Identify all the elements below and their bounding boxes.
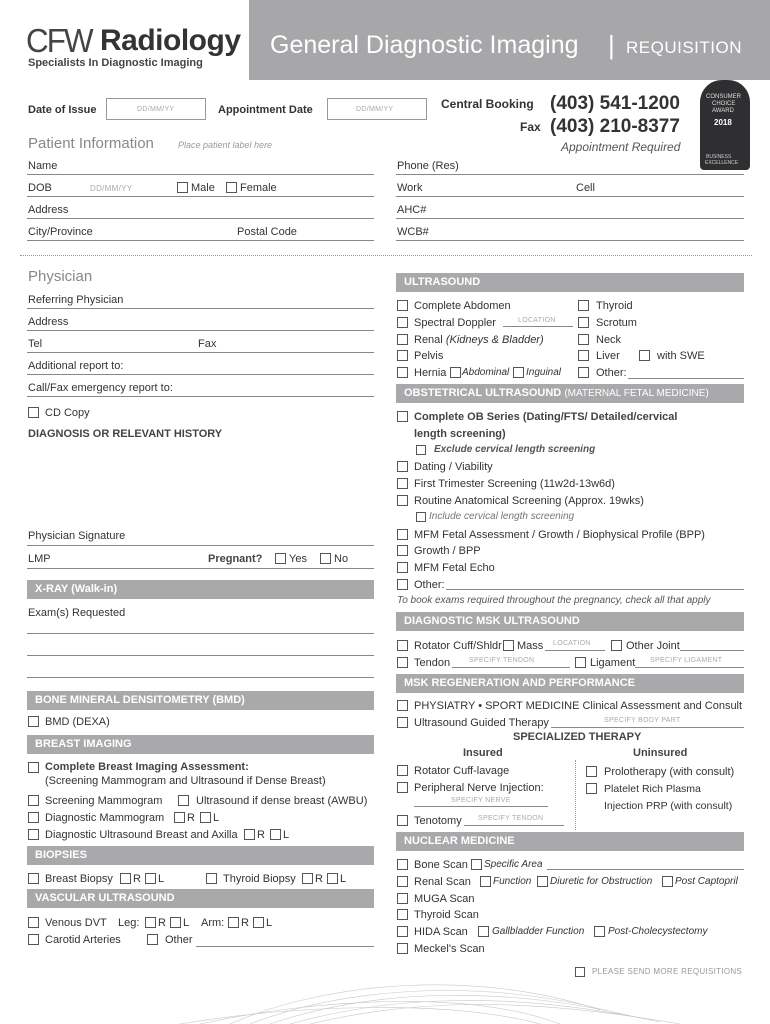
peripheral-label: Peripheral Nerve Injection: — [414, 782, 544, 794]
arm-l-checkbox[interactable] — [253, 917, 264, 928]
leg-r-checkbox[interactable] — [145, 917, 156, 928]
ob-other-label: Other: — [414, 579, 445, 591]
specific-area-label: Specific Area — [484, 859, 543, 870]
r-label: R — [133, 873, 141, 885]
renal-label — [414, 334, 544, 346]
ligament-label: Ligament — [590, 657, 636, 669]
breast-complete-checkbox[interactable] — [28, 762, 39, 773]
vascular-heading: VASCULAR ULTRASOUND — [27, 889, 374, 908]
name-field[interactable] — [27, 174, 374, 175]
thyroid-checkbox[interactable] — [578, 300, 589, 311]
growth-label: Growth / BPP — [414, 545, 481, 557]
ob-complete-checkbox[interactable] — [397, 411, 408, 422]
physician-address-label: Address — [28, 316, 69, 328]
ob-heading-text: OBSTETRICAL ULTRASOUND — [404, 387, 562, 399]
badge-year: 2018 — [714, 118, 732, 127]
pregnant-label: Pregnant? — [208, 553, 263, 565]
first-trimester-checkbox[interactable] — [397, 478, 408, 489]
hernia-checkbox[interactable] — [397, 367, 408, 378]
breast-biopsy-label: Breast Biopsy — [45, 873, 113, 885]
spectral-label: Spectral Doppler — [414, 317, 496, 329]
us-dense-label: Ultrasound if dense breast (AWBU) — [196, 795, 368, 807]
address-field[interactable] — [27, 218, 374, 219]
lmp-field[interactable] — [27, 568, 374, 569]
ultrasound-heading: ULTRASOUND — [396, 273, 744, 292]
central-booking-label: Central Booking — [441, 97, 534, 111]
ob-exclude-checkbox[interactable] — [416, 445, 426, 455]
l-label: L — [158, 873, 165, 885]
leg-label: Leg: — [118, 917, 140, 929]
lavage-checkbox[interactable] — [397, 765, 408, 776]
ob-complete-label-2: length screening) — [414, 428, 506, 440]
screening-mammo-checkbox[interactable] — [28, 795, 39, 806]
l-label: L — [213, 812, 220, 824]
location-hint: LOCATION — [553, 640, 591, 647]
page-subtitle: REQUISITION — [626, 38, 743, 57]
gallbladder-checkbox[interactable] — [478, 926, 489, 937]
therapy-divider — [575, 760, 576, 830]
mass-label: Mass — [517, 640, 544, 652]
diag-us-r-checkbox[interactable] — [244, 829, 255, 840]
guided-field[interactable] — [551, 727, 744, 728]
prp-label: Platelet Rich Plasma — [604, 783, 701, 795]
breast-biopsy-checkbox[interactable] — [28, 873, 39, 884]
complete-abdomen-checkbox[interactable] — [397, 300, 408, 311]
pregnant-no-checkbox[interactable] — [320, 553, 331, 564]
badge-text: EXCELLENCE — [705, 160, 739, 166]
r-label: R — [158, 917, 166, 929]
diag-us-checkbox[interactable] — [28, 829, 39, 840]
function-checkbox[interactable] — [480, 876, 491, 887]
physician-fax-label: Fax — [198, 338, 217, 350]
ligament-field[interactable] — [635, 667, 744, 668]
physiatry-checkbox[interactable] — [397, 700, 408, 711]
growth-checkbox[interactable] — [397, 545, 408, 556]
muga-checkbox[interactable] — [397, 893, 408, 904]
bmd-dexa-label: BMD (DEXA) — [45, 716, 110, 728]
badge-text: BUSINESS — [706, 154, 732, 160]
renal-text: Renal — [414, 334, 443, 346]
bmd-heading: BONE MINERAL DENSITOMETRY (BMD) — [27, 691, 374, 710]
renal-scan-label: Renal Scan — [414, 876, 471, 888]
renal-checkbox[interactable] — [397, 334, 408, 345]
nuclear-heading: NUCLEAR MEDICINE — [396, 832, 744, 851]
r-label: R — [241, 917, 249, 929]
pelvis-label: Pelvis — [414, 350, 444, 362]
echo-checkbox[interactable] — [397, 562, 408, 573]
female-checkbox[interactable] — [226, 182, 237, 193]
complete-abdomen-label: Complete Abdomen — [414, 300, 511, 312]
specify-body-hint: SPECIFY BODY PART — [604, 717, 681, 724]
ob-other-field[interactable] — [446, 589, 744, 590]
spectral-location-field[interactable] — [503, 326, 573, 327]
carotid-label: Carotid Arteries — [45, 934, 121, 946]
female-label: Female — [240, 182, 277, 194]
emergency-field[interactable] — [27, 396, 374, 397]
wcb-label: WCB# — [397, 226, 429, 238]
diuretic-label: Diuretic for Obstruction — [550, 876, 653, 887]
r-label: R — [257, 829, 265, 841]
name-label: Name — [28, 160, 58, 172]
ahc-field[interactable] — [396, 218, 744, 219]
exams-label: Exam(s) Requested — [28, 607, 126, 619]
mfm-checkbox[interactable] — [397, 529, 408, 540]
l-label: L — [183, 917, 190, 929]
tendon-checkbox[interactable] — [397, 657, 408, 668]
fax-phone: (403) 210-8377 — [550, 116, 680, 137]
abdominal-label: Abdominal — [462, 367, 510, 378]
first-trimester-label: First Trimester Screening (11w2d-13w6d) — [414, 478, 615, 490]
specific-area-checkbox[interactable] — [471, 859, 482, 870]
neck-checkbox[interactable] — [578, 334, 589, 345]
include-cervical-label: Include cervical length screening — [429, 511, 575, 522]
patient-heading: Patient Information — [28, 135, 154, 152]
ob-other-checkbox[interactable] — [397, 579, 408, 590]
thyroid-biopsy-label: Thyroid Biopsy — [223, 873, 296, 885]
physician-address-field[interactable] — [27, 330, 374, 331]
ob-complete-label: Complete OB Series (Dating/FTS/ Detailed/cervical — [414, 411, 678, 423]
tenotomy-checkbox[interactable] — [397, 815, 408, 826]
specify-nerve-hint: SPECIFY NERVE — [451, 797, 511, 804]
lmp-label: LMP — [28, 553, 51, 565]
biopsies-heading: BIOPSIES — [27, 846, 374, 865]
diag-mammo-l-checkbox[interactable] — [200, 812, 211, 823]
dob-placeholder: DD/MM/YY — [90, 184, 133, 193]
peripheral-checkbox[interactable] — [397, 782, 408, 793]
bmd-dexa-checkbox[interactable] — [28, 716, 39, 727]
echo-label: MFM Fetal Echo — [414, 562, 495, 574]
decorative-waves — [0, 970, 770, 1024]
appointment-required: Appointment Required — [561, 140, 681, 154]
tel-label: Tel — [28, 338, 43, 350]
vascular-other-checkbox[interactable] — [147, 934, 158, 945]
breast-biopsy-r-checkbox[interactable] — [120, 873, 131, 884]
breast-complete-label: Complete Breast Imaging Assessment: — [45, 761, 249, 773]
rotator-label: Rotator Cuff/Shldr — [414, 640, 502, 652]
date-of-issue-label: Date of Issue — [28, 104, 97, 116]
ligament-checkbox[interactable] — [575, 657, 586, 668]
additional-field[interactable] — [27, 374, 374, 375]
venous-label: Venous DVT — [45, 917, 107, 929]
badge-text: CHOICE — [712, 101, 736, 107]
us-other-label: Other: — [596, 367, 627, 379]
tenotomy-field[interactable] — [464, 825, 564, 826]
ob-heading — [396, 384, 744, 403]
us-other-field[interactable] — [628, 378, 744, 379]
hernia-label: Hernia — [414, 367, 447, 379]
mfm-label: MFM Fetal Assessment / Growth / Biophysical Profile (BPP) — [414, 529, 705, 541]
diag-mammo-r-checkbox[interactable] — [174, 812, 185, 823]
r-label: R — [187, 812, 195, 824]
scrotum-label: Scrotum — [596, 317, 637, 329]
abdominal-checkbox[interactable] — [450, 367, 461, 378]
dating-label: Dating / Viability — [414, 461, 493, 473]
xray-heading: X-RAY (Walk-in) — [27, 580, 374, 599]
patient-label-hint: Place patient label here — [178, 140, 273, 150]
arm-r-checkbox[interactable] — [228, 917, 239, 928]
specify-tendon-hint: SPECIFY TENDON — [478, 815, 544, 822]
pregnant-no-label: No — [334, 553, 349, 565]
screening-mammo-label: Screening Mammogram — [45, 795, 163, 807]
post-captopril-checkbox[interactable] — [662, 876, 673, 887]
diag-mammo-checkbox[interactable] — [28, 812, 39, 823]
signature-label: Physician Signature — [28, 530, 126, 542]
nerve-field[interactable] — [414, 806, 548, 807]
carotid-checkbox[interactable] — [28, 934, 39, 945]
leg-l-checkbox[interactable] — [170, 917, 181, 928]
breast-heading: BREAST IMAGING — [27, 735, 374, 754]
prp-label-2: Injection PRP (with consult) — [604, 800, 733, 812]
meckel-label: Meckel's Scan — [414, 943, 485, 955]
meckel-checkbox[interactable] — [397, 943, 408, 954]
spectral-checkbox[interactable] — [397, 317, 408, 328]
msk-heading: DIAGNOSTIC MSK ULTRASOUND — [396, 612, 744, 631]
wcb-field[interactable] — [396, 240, 744, 241]
tendon-field[interactable] — [452, 667, 570, 668]
pregnant-yes-label: Yes — [289, 553, 307, 565]
date-placeholder: DD/MM/YY — [356, 106, 394, 113]
specialized-heading: SPECIALIZED THERAPY — [513, 731, 642, 743]
ob-note: To book exams required throughout the pregnancy, check all that apply — [397, 595, 711, 606]
postal-label: Postal Code — [237, 226, 297, 238]
signature-field[interactable] — [27, 545, 374, 546]
thyroid-scan-checkbox[interactable] — [397, 909, 408, 920]
mass-location-field[interactable] — [545, 650, 605, 651]
diag-us-label: Diagnostic Ultrasound Breast and Axilla — [45, 829, 238, 841]
dating-checkbox[interactable] — [397, 461, 408, 472]
hida-label: HIDA Scan — [414, 926, 468, 938]
thyroid-label: Thyroid — [596, 300, 633, 312]
post-chole-checkbox[interactable] — [594, 926, 605, 937]
additional-label: Additional report to: — [28, 360, 124, 372]
routine-checkbox[interactable] — [397, 495, 408, 506]
pelvis-checkbox[interactable] — [397, 350, 408, 361]
central-booking-phone: (403) 541-1200 — [550, 93, 680, 114]
uninsured-heading: Uninsured — [633, 747, 688, 759]
thyroid-biopsy-l-checkbox[interactable] — [327, 873, 338, 884]
logo-mark: CFW — [26, 22, 92, 59]
cd-copy-label: CD Copy — [45, 407, 90, 419]
physician-heading: Physician — [28, 268, 93, 285]
us-other-checkbox[interactable] — [578, 367, 589, 378]
tel-field[interactable] — [27, 352, 374, 353]
vascular-other-label: Other — [165, 934, 193, 946]
thyroid-biopsy-checkbox[interactable] — [206, 873, 217, 884]
include-cervical-checkbox[interactable] — [416, 512, 426, 522]
exam-line[interactable] — [27, 677, 374, 678]
address-label: Address — [28, 204, 69, 216]
r-label: R — [315, 873, 323, 885]
specific-area-field[interactable] — [547, 869, 744, 870]
thyroid-scan-label: Thyroid Scan — [414, 909, 479, 921]
badge-text: AWARD — [712, 108, 734, 114]
diag-mammo-label: Diagnostic Mammogram — [45, 812, 165, 824]
other-joint-field[interactable] — [680, 650, 744, 651]
venous-checkbox[interactable] — [28, 917, 39, 928]
bone-scan-checkbox[interactable] — [397, 859, 408, 870]
thyroid-biopsy-r-checkbox[interactable] — [302, 873, 313, 884]
diag-us-l-checkbox[interactable] — [270, 829, 281, 840]
bone-scan-label: Bone Scan — [414, 859, 468, 871]
logo-name: Radiology — [100, 24, 241, 57]
breast-biopsy-l-checkbox[interactable] — [145, 873, 156, 884]
post-captopril-label: Post Captopril — [675, 876, 738, 887]
mass-checkbox[interactable] — [503, 640, 514, 651]
l-label: L — [283, 829, 290, 841]
function-label: Function — [493, 876, 532, 887]
swe-checkbox[interactable] — [639, 350, 650, 361]
referring-label: Referring Physician — [28, 294, 124, 306]
prolotherapy-label: Prolotherapy (with consult) — [604, 766, 735, 778]
logo-tagline: Specialists In Diagnostic Imaging — [28, 57, 203, 69]
emergency-label: Call/Fax emergency report to: — [28, 382, 173, 394]
location-hint: LOCATION — [518, 317, 556, 324]
ob-heading-note: (MATERNAL FETAL MEDICINE) — [564, 388, 709, 399]
exam-line[interactable] — [27, 633, 374, 634]
phone-res-field[interactable] — [396, 174, 744, 175]
other-joint-checkbox[interactable] — [611, 640, 622, 651]
l-label: L — [340, 873, 347, 885]
date-placeholder: DD/MM/YY — [137, 106, 175, 113]
dob-field[interactable] — [27, 196, 374, 197]
referring-field[interactable] — [27, 308, 374, 309]
section-divider — [20, 255, 752, 256]
neck-label: Neck — [596, 334, 622, 346]
renal-note: (Kidneys & Bladder) — [445, 334, 544, 346]
gallbladder-label: Gallbladder Function — [492, 926, 585, 937]
guided-label: Ultrasound Guided Therapy — [414, 717, 549, 729]
insured-heading: Insured — [463, 747, 503, 759]
diuretic-checkbox[interactable] — [537, 876, 548, 887]
physiatry-label: PHYSIATRY • SPORT MEDICINE Clinical Assessment and Consult — [414, 700, 743, 712]
hida-checkbox[interactable] — [397, 926, 408, 937]
award-badge — [700, 80, 750, 170]
muga-label: MUGA Scan — [414, 893, 475, 905]
pregnant-yes-checkbox[interactable] — [275, 553, 286, 564]
cd-copy-checkbox[interactable] — [28, 407, 39, 418]
prolotherapy-checkbox[interactable] — [586, 766, 597, 777]
prp-checkbox[interactable] — [586, 783, 597, 794]
liver-checkbox[interactable] — [578, 350, 589, 361]
work-label: Work — [397, 182, 423, 194]
badge-text: CONSUMER — [706, 94, 742, 100]
work-field[interactable] — [396, 196, 744, 197]
fax-label: Fax — [520, 120, 541, 134]
cell-label: Cell — [576, 182, 595, 194]
city-field[interactable] — [27, 240, 374, 241]
ob-exclude-label: Exclude cervical length screening — [434, 444, 596, 455]
exam-line[interactable] — [27, 655, 374, 656]
swe-label: with SWE — [657, 350, 705, 362]
specify-ligament-hint: SPECIFY LIGAMENT — [650, 657, 723, 664]
title-divider: | — [608, 30, 615, 60]
l-label: L — [266, 917, 273, 929]
inguinal-checkbox[interactable] — [513, 367, 524, 378]
post-chole-label: Post-Cholecystectomy — [608, 926, 708, 937]
male-checkbox[interactable] — [177, 182, 188, 193]
tenotomy-label: Tenotomy — [414, 815, 462, 827]
regen-heading: MSK REGENERATION AND PERFORMANCE — [396, 674, 744, 693]
page-title: General Diagnostic Imaging — [270, 31, 579, 59]
male-label: Male — [191, 182, 215, 194]
ahc-label: AHC# — [397, 204, 427, 216]
guided-checkbox[interactable] — [397, 717, 408, 728]
scrotum-checkbox[interactable] — [578, 317, 589, 328]
other-joint-label: Other Joint — [626, 640, 680, 652]
arm-label: Arm: — [201, 917, 225, 929]
diagnosis-label: DIAGNOSIS OR RELEVANT HISTORY — [28, 428, 223, 440]
routine-label: Routine Anatomical Screening (Approx. 19wks) — [414, 495, 644, 507]
vascular-other-field[interactable] — [196, 946, 374, 947]
specify-tendon-hint: SPECIFY TENDON — [469, 657, 535, 664]
breast-complete-note: (Screening Mammogram and Ultrasound if Dense Breast) — [45, 775, 326, 787]
inguinal-label: Inguinal — [526, 367, 562, 378]
renal-scan-checkbox[interactable] — [397, 876, 408, 887]
liver-label: Liver — [596, 350, 620, 362]
us-dense-checkbox[interactable] — [178, 795, 189, 806]
lavage-label: Rotator Cuff-lavage — [414, 765, 510, 777]
appointment-date-label: Appointment Date — [218, 104, 313, 116]
rotator-checkbox[interactable] — [397, 640, 408, 651]
more-requisitions-label: PLEASE SEND MORE REQUISITIONS — [592, 967, 743, 976]
phone-res-label: Phone (Res) — [397, 160, 459, 172]
city-label: City/Province — [28, 226, 93, 238]
dob-label: DOB — [28, 182, 52, 194]
tendon-label: Tendon — [414, 657, 451, 669]
